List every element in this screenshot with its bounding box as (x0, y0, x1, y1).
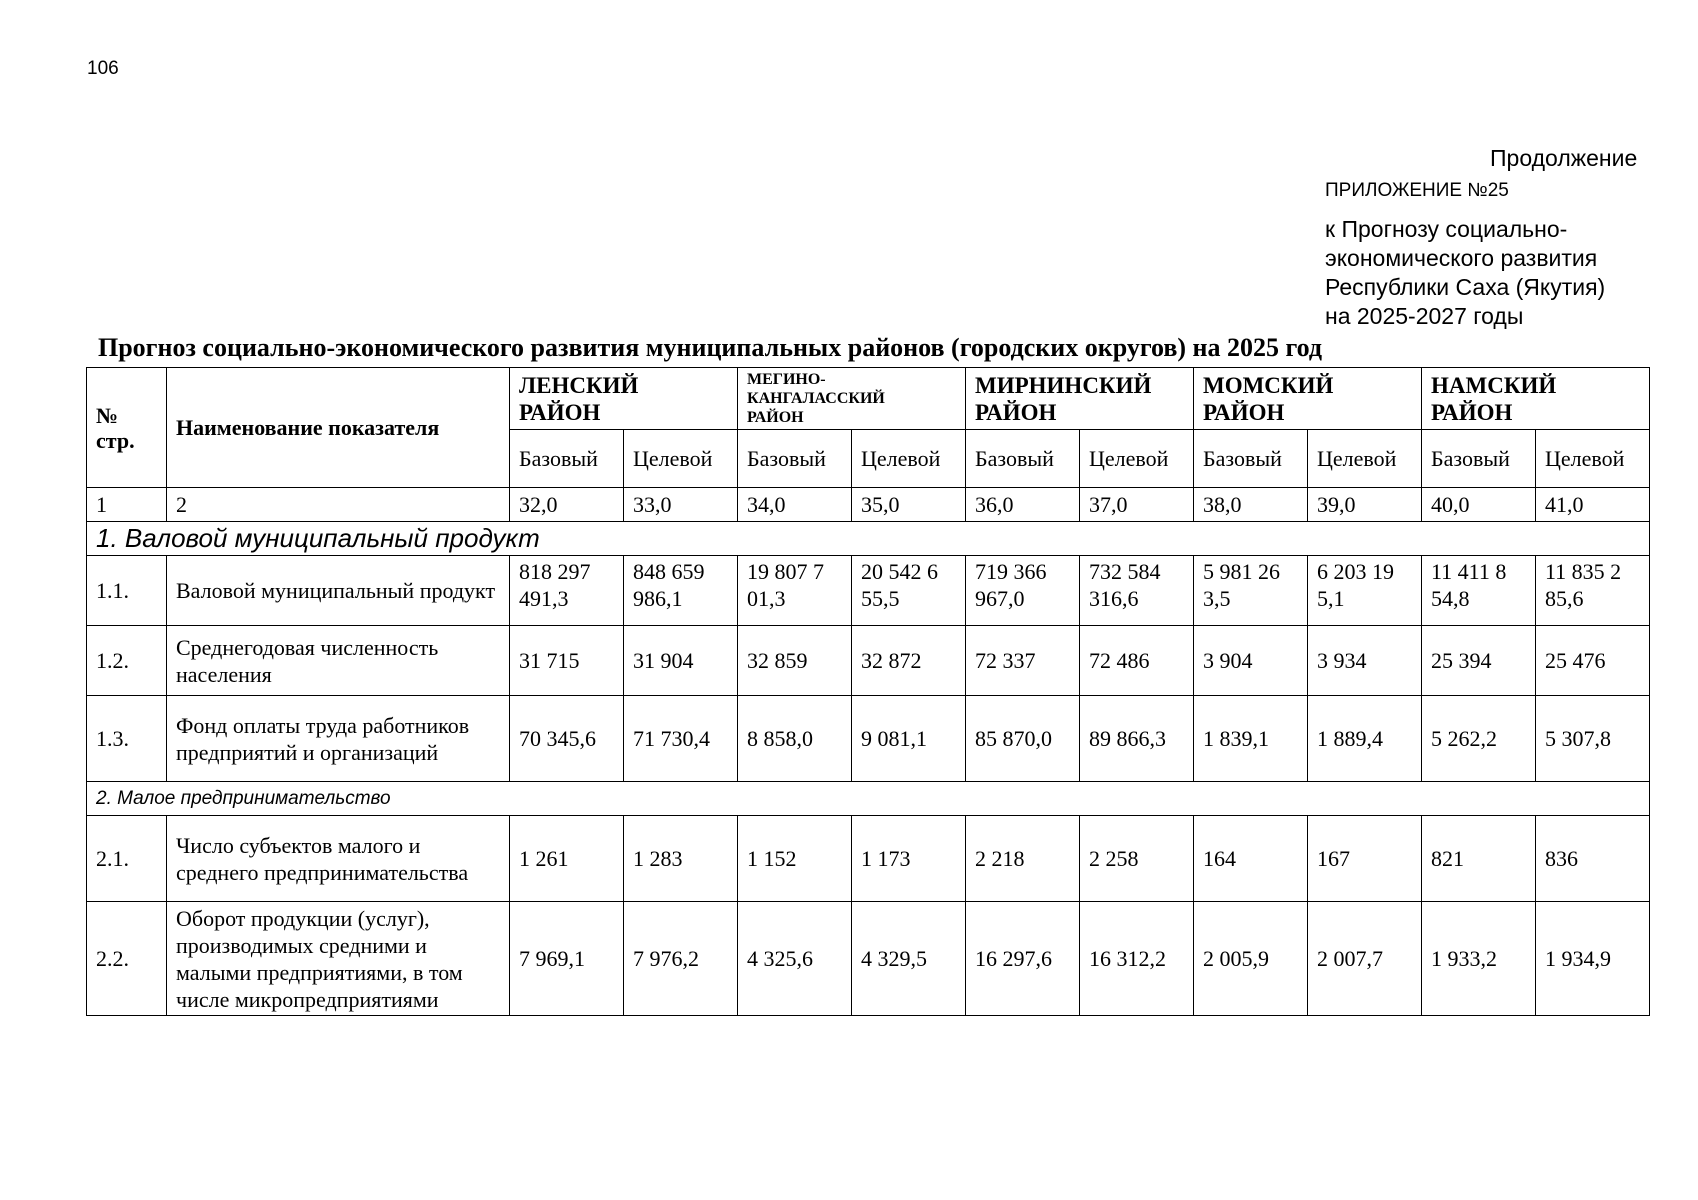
indicator-name: Оборот продукции (услуг), производимых средними и малыми предприятиями, в том числе микропредприятиями (167, 902, 510, 1016)
column-number: 33,0 (624, 488, 738, 522)
table-row (87, 816, 1650, 902)
table-cell: 1 283 (624, 816, 738, 902)
column-number: 36,0 (966, 488, 1080, 522)
table-cell: 732 584 316,6 (1080, 556, 1194, 626)
appendix-description-line: на 2025-2027 годы (1325, 303, 1524, 329)
table-cell: 1 933,2 (1422, 902, 1536, 1016)
table-cell: 25 476 (1536, 626, 1650, 696)
table-cell: 25 394 (1422, 626, 1536, 696)
table-cell: 1 173 (852, 816, 966, 902)
table-cell: 2 258 (1080, 816, 1194, 902)
table-cell: 3 904 (1194, 626, 1308, 696)
indicator-name: Фонд оплаты труда работников предприятий и организаций (167, 696, 510, 782)
row-number: 2.1. (87, 816, 167, 902)
header-district: ЛЕНСКИЙ РАЙОН (510, 368, 738, 430)
header-indicator-name: Наименование показателя (167, 368, 510, 488)
row-number: 2.2. (87, 902, 167, 1016)
table-cell: 20 542 6 55,5 (852, 556, 966, 626)
table-cell: 85 870,0 (966, 696, 1080, 782)
table-cell: 11 835 2 85,6 (1536, 556, 1650, 626)
table-cell: 2 218 (966, 816, 1080, 902)
table-cell: 31 715 (510, 626, 624, 696)
page-number: 106 (87, 58, 119, 79)
header-variant-target: Целевой (1308, 430, 1422, 488)
column-number: 34,0 (738, 488, 852, 522)
column-number: 41,0 (1536, 488, 1650, 522)
table-cell: 167 (1308, 816, 1422, 902)
table-cell: 5 981 26 3,5 (1194, 556, 1308, 626)
header-variant-base: Базовый (1422, 430, 1536, 488)
table-cell: 31 904 (624, 626, 738, 696)
header-variant-base: Базовый (510, 430, 624, 488)
table-row (87, 902, 1650, 1016)
column-number: 1 (87, 488, 167, 522)
appendix-description (1325, 215, 1605, 331)
table-cell: 3 934 (1308, 626, 1422, 696)
table-cell: 72 337 (966, 626, 1080, 696)
document-title: Прогноз социально-экономического развития муниципальных районов (городских округов) на 2025 год (98, 333, 1323, 362)
table-cell: 16 312,2 (1080, 902, 1194, 1016)
continuation-label: Продолжение (1490, 145, 1638, 171)
header-row-number: № стр. (87, 368, 167, 488)
table-cell: 818 297 491,3 (510, 556, 624, 626)
table-cell: 5 262,2 (1422, 696, 1536, 782)
section-header-row (87, 782, 1650, 816)
appendix-description-line: экономического развития (1325, 245, 1598, 271)
column-number: 32,0 (510, 488, 624, 522)
table-row (87, 626, 1650, 696)
column-number: 2 (167, 488, 510, 522)
table-cell: 719 366 967,0 (966, 556, 1080, 626)
table-cell: 19 807 7 01,3 (738, 556, 852, 626)
section-title: 2. Малое предпринимательство (87, 782, 1650, 816)
row-number: 1.2. (87, 626, 167, 696)
column-numbering-row (87, 488, 1650, 522)
table-cell: 4 329,5 (852, 902, 966, 1016)
table-cell: 1 839,1 (1194, 696, 1308, 782)
table-row (87, 556, 1650, 626)
table-cell: 836 (1536, 816, 1650, 902)
table-cell: 821 (1422, 816, 1536, 902)
header-variant-base: Базовый (738, 430, 852, 488)
table-cell: 71 730,4 (624, 696, 738, 782)
appendix-number: ПРИЛОЖЕНИЕ №25 (1325, 180, 1509, 201)
table-cell: 8 858,0 (738, 696, 852, 782)
header-variant-target: Целевой (1536, 430, 1650, 488)
table-cell: 70 345,6 (510, 696, 624, 782)
table-cell: 16 297,6 (966, 902, 1080, 1016)
table-cell: 5 307,8 (1536, 696, 1650, 782)
header-row-districts (87, 368, 1650, 430)
indicator-name: Число субъектов малого и среднего предпринимательства (167, 816, 510, 902)
section-title: 1. Валовой муниципальный продукт (87, 522, 1650, 556)
indicator-name: Валовой муниципальный продукт (167, 556, 510, 626)
table-cell: 848 659 986,1 (624, 556, 738, 626)
table-row (87, 696, 1650, 782)
table-cell: 32 859 (738, 626, 852, 696)
header-district: МИРНИНСКИЙ РАЙОН (966, 368, 1194, 430)
table-cell: 164 (1194, 816, 1308, 902)
header-variant-target: Целевой (852, 430, 966, 488)
header-district: МЕГИНО- КАНГАЛАССКИЙ РАЙОН (738, 368, 966, 430)
column-number: 40,0 (1422, 488, 1536, 522)
table-cell: 1 261 (510, 816, 624, 902)
table-cell: 9 081,1 (852, 696, 966, 782)
header-variant-target: Целевой (1080, 430, 1194, 488)
table-cell: 11 411 8 54,8 (1422, 556, 1536, 626)
table-cell: 32 872 (852, 626, 966, 696)
header-district: МОМСКИЙ РАЙОН (1194, 368, 1422, 430)
row-number: 1.3. (87, 696, 167, 782)
column-number: 39,0 (1308, 488, 1422, 522)
section-header-row (87, 522, 1650, 556)
table-cell: 7 969,1 (510, 902, 624, 1016)
table-cell: 1 152 (738, 816, 852, 902)
column-number: 38,0 (1194, 488, 1308, 522)
header-variant-base: Базовый (1194, 430, 1308, 488)
forecast-table (86, 367, 1650, 1016)
column-number: 37,0 (1080, 488, 1194, 522)
column-number: 35,0 (852, 488, 966, 522)
table-cell: 7 976,2 (624, 902, 738, 1016)
row-number: 1.1. (87, 556, 167, 626)
indicator-name: Среднегодовая численность населения (167, 626, 510, 696)
table-cell: 72 486 (1080, 626, 1194, 696)
table-cell: 89 866,3 (1080, 696, 1194, 782)
table-cell: 4 325,6 (738, 902, 852, 1016)
table-cell: 6 203 19 5,1 (1308, 556, 1422, 626)
appendix-description-line: Республики Саха (Якутия) (1325, 274, 1606, 300)
table-cell: 1 934,9 (1536, 902, 1650, 1016)
header-variant-target: Целевой (624, 430, 738, 488)
table-cell: 2 007,7 (1308, 902, 1422, 1016)
table-cell: 1 889,4 (1308, 696, 1422, 782)
header-district: НАМСКИЙ РАЙОН (1422, 368, 1650, 430)
appendix-description-line: к Прогнозу социально- (1325, 216, 1568, 242)
table-cell: 2 005,9 (1194, 902, 1308, 1016)
header-variant-base: Базовый (966, 430, 1080, 488)
